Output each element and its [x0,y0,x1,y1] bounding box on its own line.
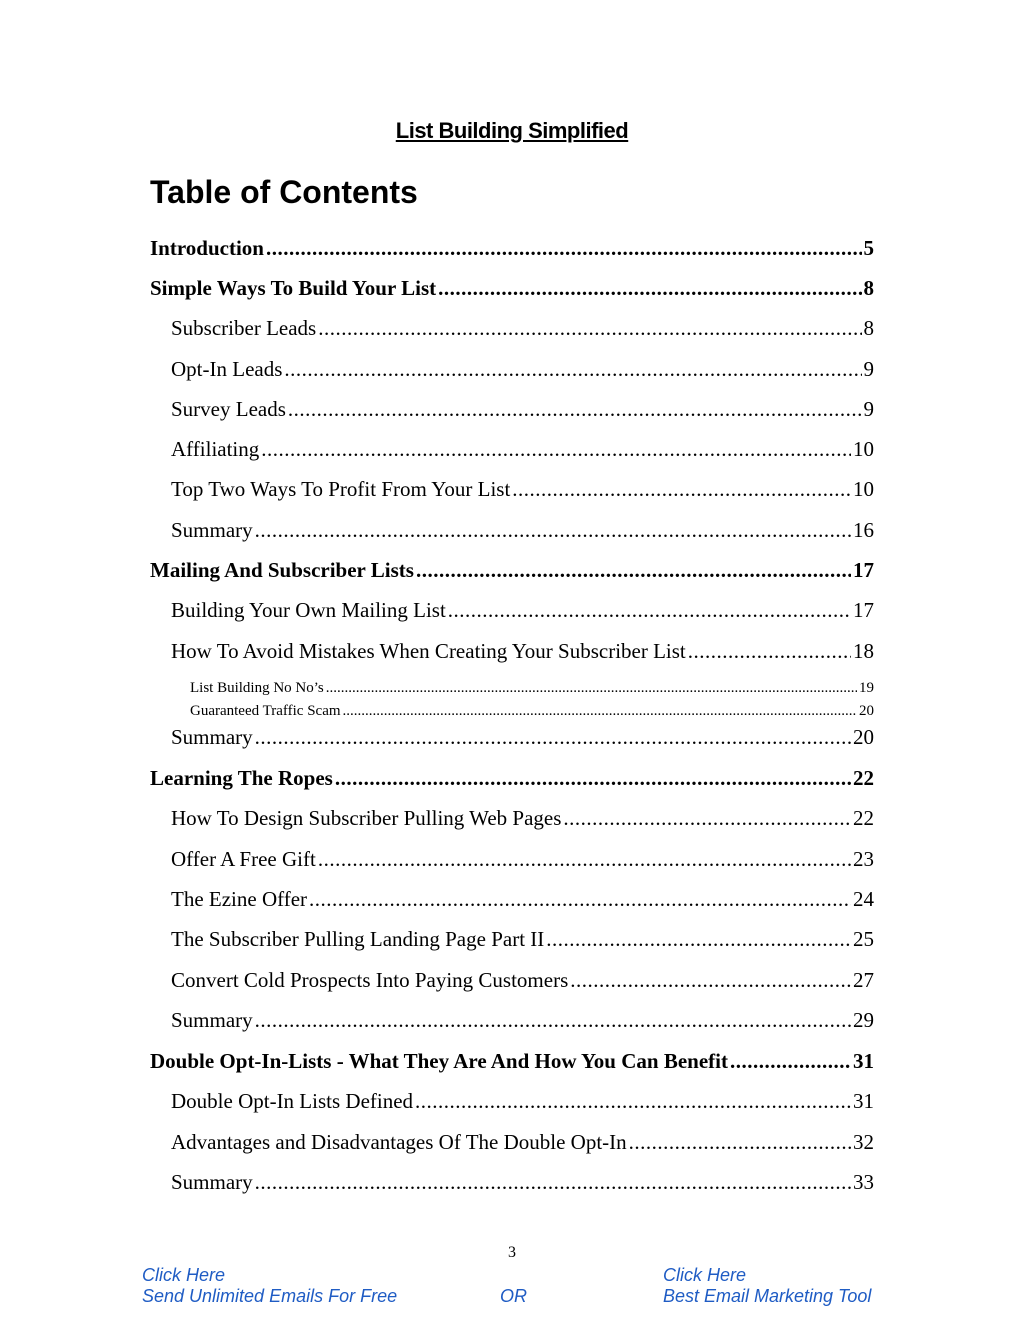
toc-entry-page: 22 [853,766,874,790]
toc-entry-title: Survey Leads [171,397,286,421]
toc-entry-title: Opt-In Leads [171,357,283,381]
toc-entry-learning-ropes[interactable] [150,766,874,791]
toc-entry-summary[interactable] [171,1170,874,1195]
leader-dots [288,397,862,422]
toc-heading: Table of Contents [150,174,418,210]
toc-entry-page: 10 [853,437,874,461]
send-unlimited-emails-link[interactable]: Send Unlimited Emails For Free [142,1286,398,1306]
leader-dots [415,1089,851,1114]
toc-entry-title: Mailing And Subscriber Lists [150,558,414,582]
toc-entry-double-opt-in[interactable] [150,1049,874,1074]
toc-entry-ezine-offer[interactable] [171,887,874,912]
toc-entry-page: 18 [853,639,874,663]
leader-dots [266,236,862,261]
toc-entry-page: 31 [853,1089,874,1113]
leader-dots [688,639,851,664]
leader-dots [335,766,851,791]
toc-entry-mailing-lists[interactable] [150,558,874,583]
toc-entry-title: Building Your Own Mailing List [171,598,446,622]
toc-entry-top-two-ways[interactable] [171,477,874,502]
toc-entry-page: 9 [863,357,874,381]
leader-dots [546,927,851,952]
leader-dots [255,725,851,750]
toc-entry-title: Introduction [150,236,264,260]
footer-left-link [142,1265,397,1307]
toc-entry-page: 22 [853,806,874,830]
footer-separator: OR [500,1286,527,1306]
toc-entry-avoid-mistakes[interactable] [171,639,874,664]
toc-entry-building-mailing-list[interactable] [171,598,874,623]
leader-dots [255,518,851,543]
toc-entry-page: 23 [853,847,874,871]
toc-entry-title: The Subscriber Pulling Landing Page Part II [171,927,545,951]
leader-dots [343,703,857,720]
leader-dots [730,1049,851,1074]
toc-entry-introduction[interactable] [150,236,874,261]
leader-dots [416,558,851,583]
leader-dots [448,598,851,623]
toc-entry-title: Offer A Free Gift [171,847,316,871]
leader-dots [570,968,851,993]
leader-dots [326,680,857,697]
toc-entry-page: 8 [863,276,874,300]
click-here-link[interactable]: Click Here [663,1265,747,1285]
toc-entry-landing-page-2[interactable] [171,927,874,952]
toc-entry-simple-ways[interactable] [150,276,874,301]
leader-dots [629,1130,851,1155]
toc-entry-title: List Building No No’s [190,680,324,696]
leader-dots [261,437,851,462]
toc-entry-page: 8 [863,316,874,340]
best-email-tool-link[interactable]: Best Email Marketing Tool [663,1286,872,1306]
toc-entry-survey-leads[interactable] [171,397,874,422]
toc-entry-title: Simple Ways To Build Your List [150,276,437,300]
leader-dots [309,887,851,912]
toc-entry-page: 27 [853,968,874,992]
toc-entry-title: Guaranteed Traffic Scam [190,703,341,719]
toc-entry-advantages[interactable] [171,1130,874,1155]
toc-entry-title: Summary [171,518,253,542]
leader-dots [563,806,851,831]
footer-right-link [663,1265,871,1307]
toc-entry-cold-prospects[interactable] [171,968,874,993]
toc-entry-affiliating[interactable] [171,437,874,462]
toc-entry-title: Double Opt-In Lists Defined [171,1089,414,1113]
toc-entry-summary[interactable] [171,725,874,750]
toc-entry-title: Advantages and Disadvantages Of The Double Opt-In [171,1130,627,1154]
toc-entry-summary[interactable] [171,1008,874,1033]
toc-entry-page: 19 [859,680,874,696]
toc-entry-free-gift[interactable] [171,847,874,872]
toc-entry-design-web-pages[interactable] [171,806,874,831]
toc-entry-page: 5 [863,236,874,260]
leader-dots [255,1170,851,1195]
toc-entry-page: 25 [853,927,874,951]
toc-entry-traffic-scam[interactable] [190,703,874,720]
toc-entry-page: 20 [859,703,874,719]
toc-entry-title: How To Avoid Mistakes When Creating Your Subscriber List [171,639,686,663]
leader-dots [438,276,861,301]
toc-entry-page: 31 [853,1049,874,1073]
toc-entry-opt-in-leads[interactable] [171,357,874,382]
toc-entry-summary[interactable] [171,518,874,543]
toc-entry-title: Summary [171,725,253,749]
toc-entry-title: Double Opt-In-Lists - What They Are And How You Can Benefit [150,1049,728,1073]
toc-entry-page: 29 [853,1008,874,1032]
toc-entry-title: Learning The Ropes [150,766,333,790]
document-title: List Building Simplified [395,118,629,143]
toc-entry-title: Summary [171,1008,253,1032]
toc-entry-no-nos[interactable] [190,680,874,697]
toc-entry-page: 17 [853,598,874,622]
toc-entry-double-opt-in-defined[interactable] [171,1089,874,1114]
toc-entry-title: Subscriber Leads [171,316,317,340]
toc-entry-page: 32 [853,1130,874,1154]
toc-entry-title: Summary [171,1170,253,1194]
toc-entry-title: Top Two Ways To Profit From Your List [171,477,511,501]
click-here-link[interactable]: Click Here [142,1265,226,1285]
leader-dots [318,316,861,341]
toc-entry-page: 33 [853,1170,874,1194]
page-number: 3 [508,1244,516,1261]
toc-entry-title: Convert Cold Prospects Into Paying Customers [171,968,569,992]
leader-dots [284,357,861,382]
toc-entry-subscriber-leads[interactable] [171,316,874,341]
leader-dots [512,477,851,502]
toc-entry-title: Affiliating [171,437,260,461]
toc-entry-title: How To Design Subscriber Pulling Web Pages [171,806,562,830]
leader-dots [255,1008,851,1033]
toc-entry-page: 17 [853,558,874,582]
toc-entry-page: 10 [853,477,874,501]
toc-entry-page: 16 [853,518,874,542]
leader-dots [318,847,851,872]
toc-entry-page: 9 [863,397,874,421]
toc-entry-page: 20 [853,725,874,749]
toc-entry-page: 24 [853,887,874,911]
toc-entry-title: The Ezine Offer [171,887,308,911]
